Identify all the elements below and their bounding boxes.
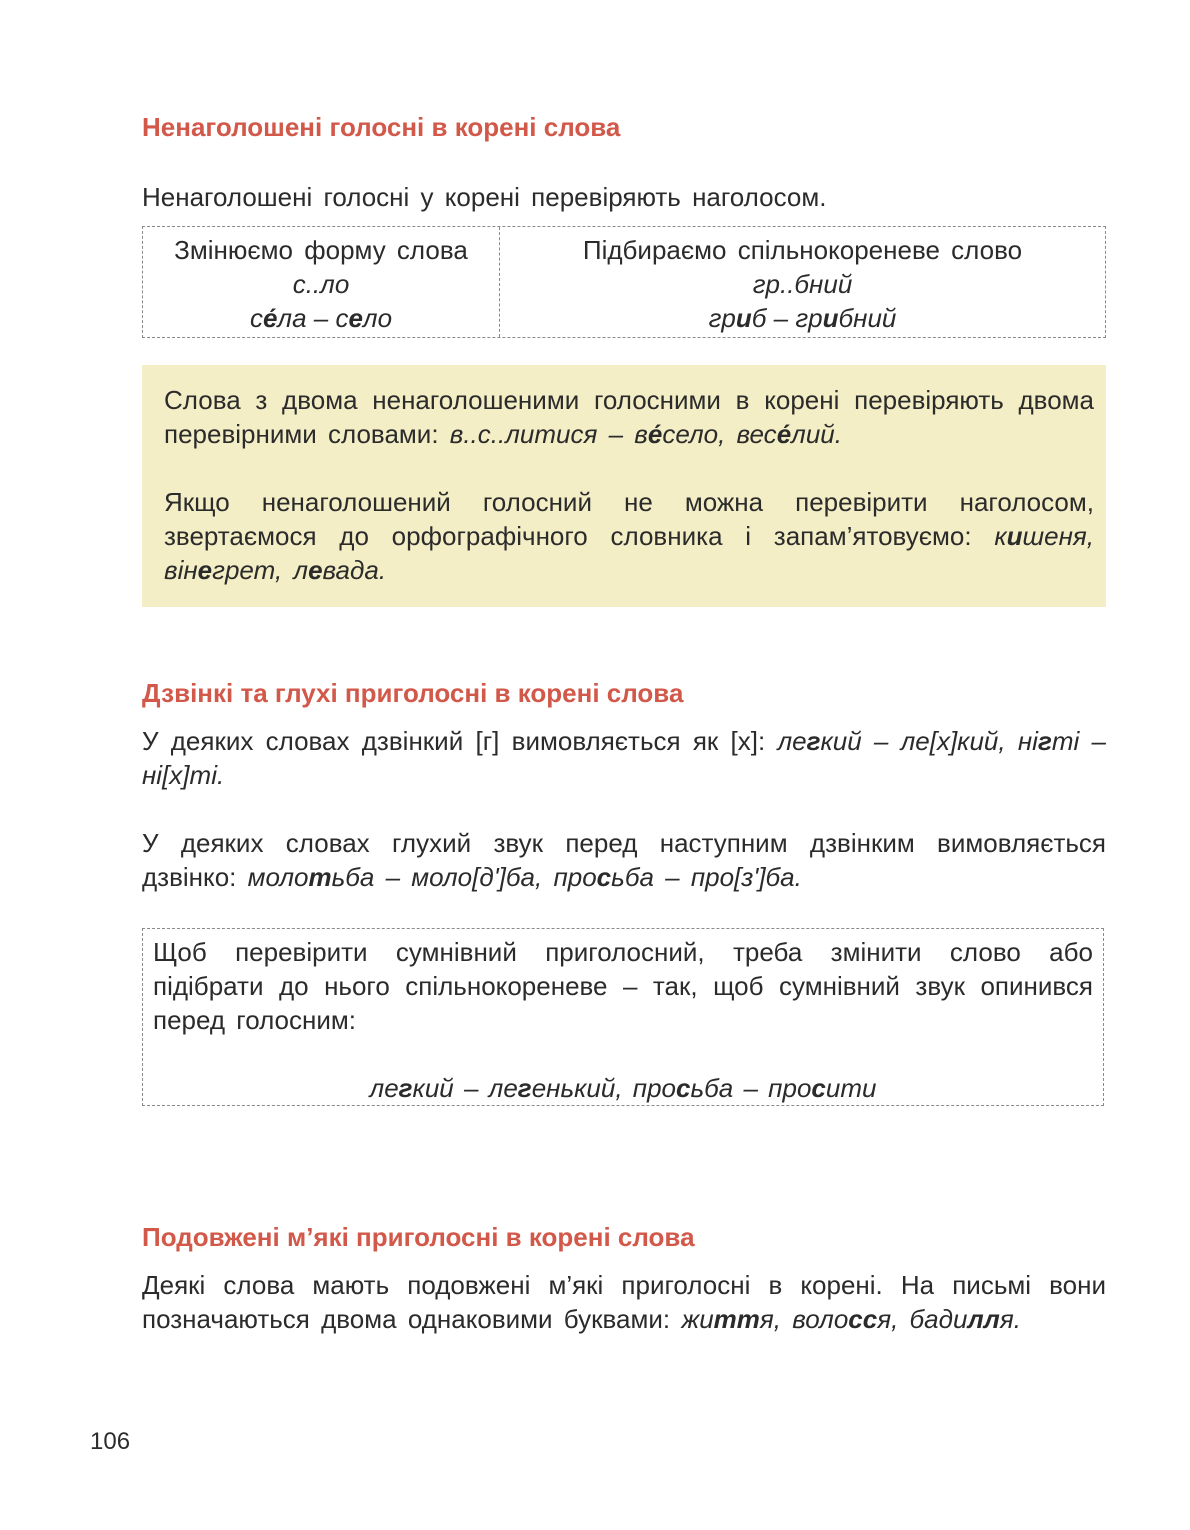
task-word: гр..бний — [752, 269, 853, 299]
answer-pair: се́ла – село — [249, 303, 393, 333]
note-paragraph-dictionary: Якщо ненаголошений голосний не можна перевірити наголосом, звертаємося до орфографічного словника і запам’ятовуємо: кишеня, вінегрет, левада. — [164, 487, 1094, 585]
paragraph-voiceless-assimilation: У деяких словах глухий звук перед наступним дзвінким вимовляється дзвінко: молотьба – моло[д']ба, просьба – про[з']ба. — [142, 828, 1106, 892]
answer-pair: гриб – грибний — [708, 303, 897, 333]
check-methods-table — [142, 226, 1106, 338]
note-box — [142, 365, 1106, 607]
task-word: с..ло — [292, 269, 350, 299]
rule-box — [142, 928, 1104, 1106]
table-column-related-word — [500, 227, 1105, 337]
note-paragraph-two-vowels: Слова з двома ненаголошеними голосними в корені перевіряють двома перевірними словами: в..с..литися – ве́село, весе́лий. — [164, 385, 1094, 449]
section-heading-long-consonants: Подовжені м’які приголосні в корені слова — [142, 1222, 695, 1252]
column-header-change-form: Змінюємо форму слова — [174, 235, 468, 265]
rule-text: Щоб перевірити сумнівний приголосний, треба змінити слово або підібрати до нього спільнокореневе – так, щоб сумнівний звук опинився перед голосним: — [153, 937, 1093, 1035]
paragraph-long-consonants: Деякі слова мають подовжені м’які приголосні в корені. На письмі вони позначаються двома однаковими буквами: життя, волосся, бадилля. — [142, 1270, 1106, 1334]
column-header-related-word: Підбираємо спільнокореневе слово — [582, 235, 1023, 265]
table-column-change-form — [143, 227, 500, 337]
section-heading-unstressed-vowels: Ненаголошені голосні в корені слова — [142, 112, 621, 142]
paragraph-voiced-g: У деяких словах дзвінкий [г] вимовляється як [х]: легкий – ле[х]кий, нігті – ні[х]ті. — [142, 726, 1106, 790]
page-number: 106 — [90, 1428, 131, 1455]
intro-paragraph: Ненаголошені голосні у корені перевіряють наголосом. — [142, 182, 827, 212]
section-heading-voiced-voiceless: Дзвінкі та глухі приголосні в корені слова — [142, 678, 684, 708]
rule-example: легкий – легенький, просьба – просити — [369, 1073, 877, 1103]
